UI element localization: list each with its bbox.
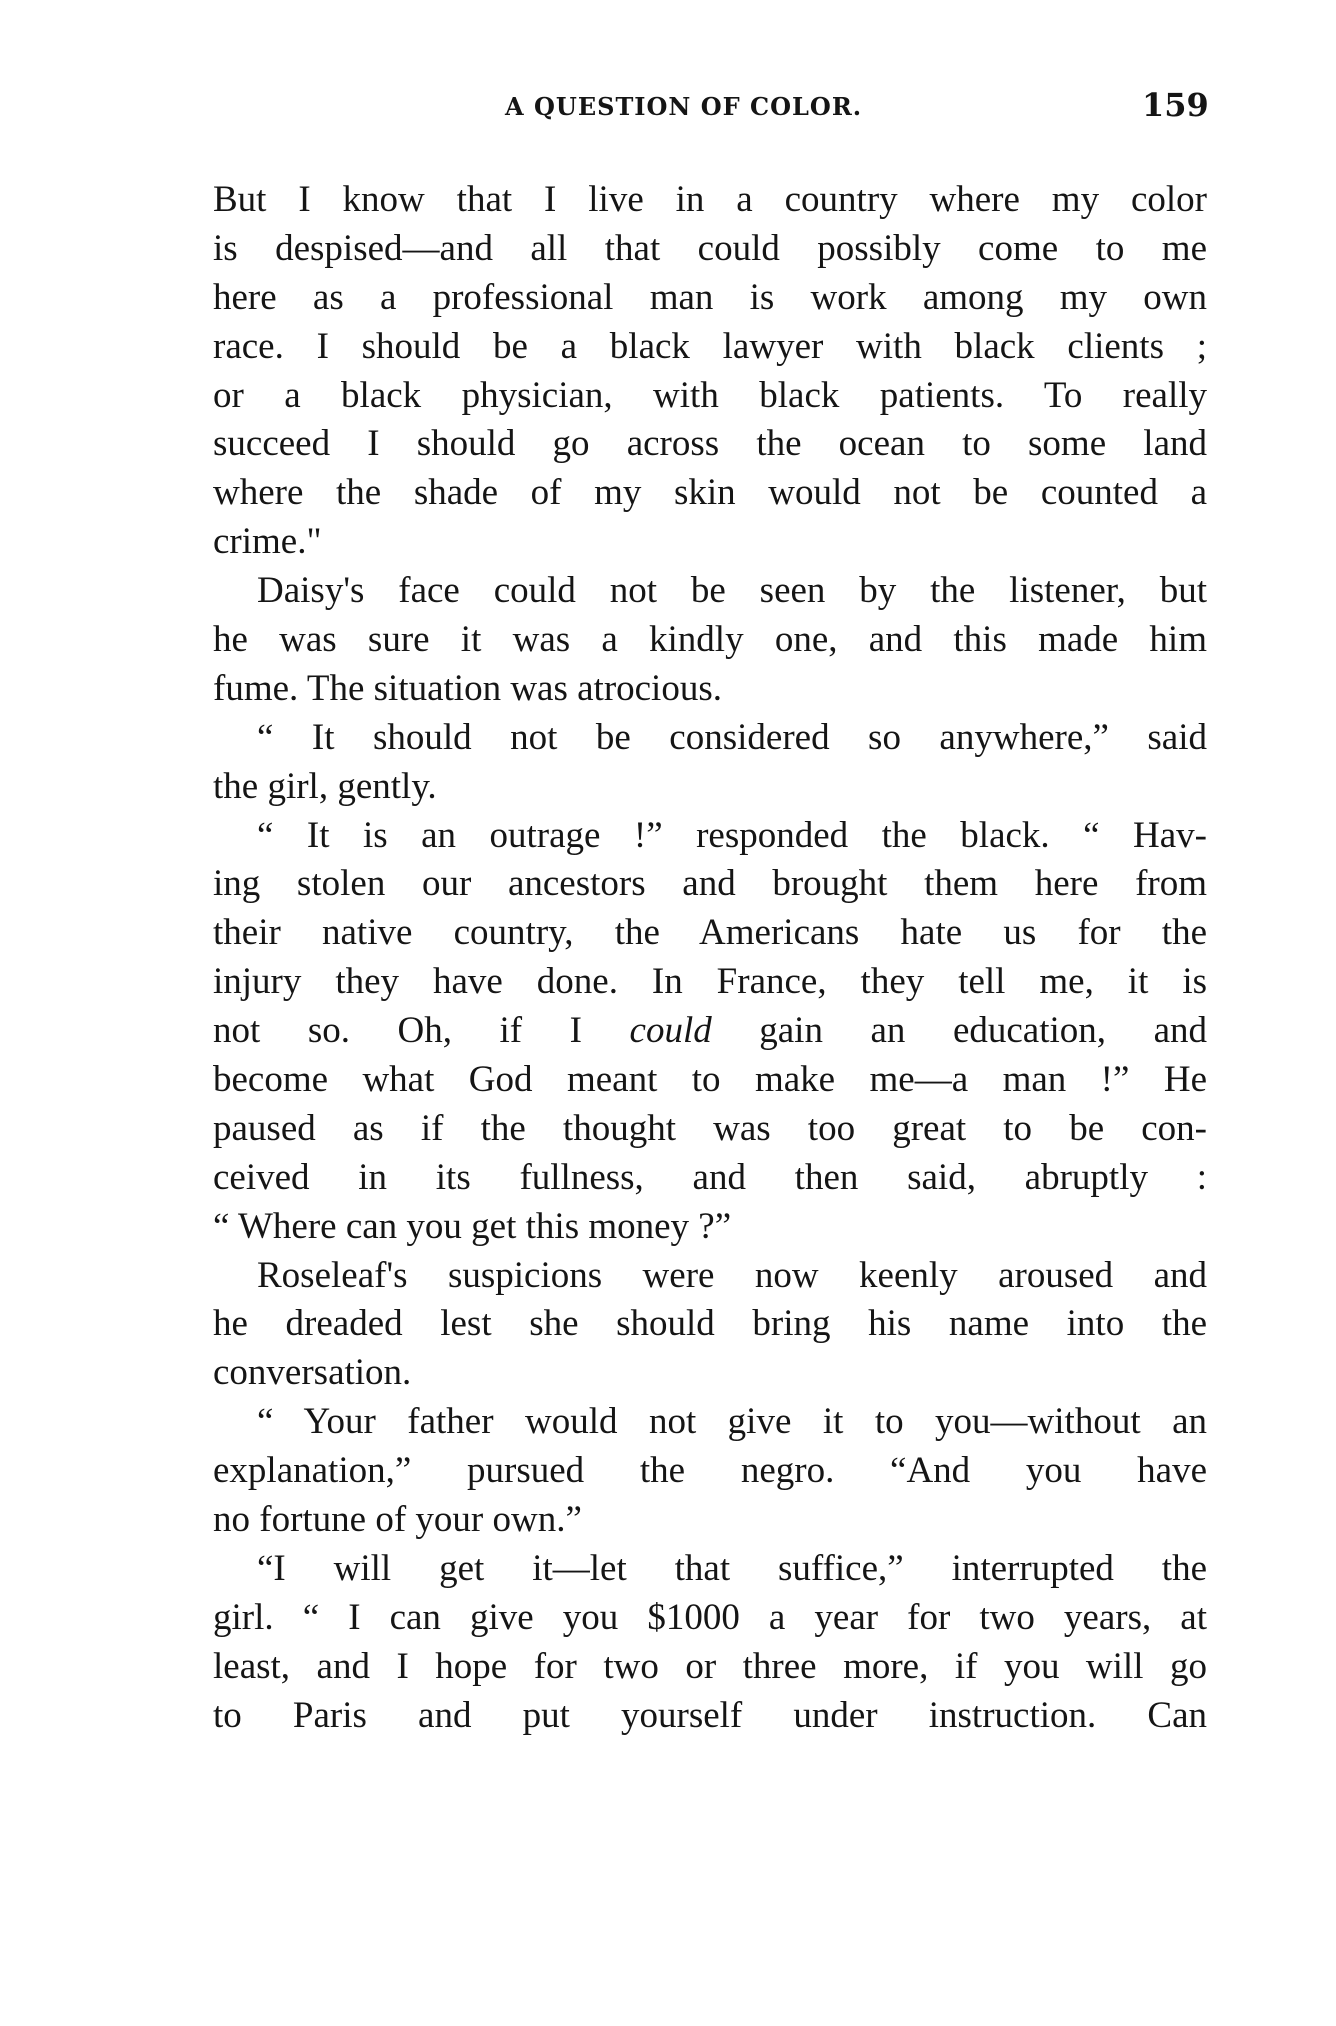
text-line-content [213, 1010, 1207, 1051]
text-line [213, 616, 1207, 665]
text-line [213, 860, 1207, 909]
text-line-content: their native country, the Americans hate us for the [213, 912, 1207, 954]
text-line [213, 909, 1207, 958]
text-line [213, 274, 1207, 323]
text-line-content: least, and I hope for two or three more, if you will go [213, 1645, 1207, 1687]
text-line [213, 1594, 1207, 1643]
text-line [213, 1447, 1207, 1496]
running-title: A QUESTION OF COLOR. [505, 92, 863, 121]
text-line [213, 1252, 1207, 1301]
text-line-content: race. I should be a black lawyer with black clients ; [213, 325, 1207, 367]
text-line-content: “ Where can you get this money ?” [213, 1205, 732, 1247]
text-line [213, 1643, 1207, 1692]
page-number: 159 [1142, 86, 1209, 124]
text-line-content: here as a professional man is work among my own [213, 276, 1207, 318]
text-line [213, 1007, 1207, 1056]
text-line [213, 372, 1207, 421]
text-line [213, 1300, 1207, 1349]
text-line [213, 812, 1207, 861]
text-line [213, 1545, 1207, 1594]
text-line-content: injury they have done. In France, they tell me, it is [213, 961, 1207, 1003]
paragraph [213, 812, 1207, 1252]
text-line [213, 1105, 1207, 1154]
text-line-content: ing stolen our ancestors and brought them here from [213, 863, 1207, 905]
text-line-content: the girl, gently. [213, 765, 437, 807]
text-line [213, 1398, 1207, 1447]
text-line-content: he was sure it was a kindly one, and this made him [213, 619, 1207, 661]
text-segment: gain an education, and [711, 1010, 1207, 1052]
text-line-content: “ It should not be considered so anywhere,” said [257, 716, 1207, 758]
text-line-content: crime." [213, 521, 322, 563]
text-line [213, 1496, 1207, 1545]
text-line-content: “ Your father would not give it to you—without an [257, 1401, 1207, 1443]
text-line [213, 665, 1207, 714]
text-line [213, 1203, 1207, 1252]
text-line-content: become what God meant to make me—a man !” He [213, 1059, 1207, 1101]
text-line-content: conversation. [213, 1352, 412, 1394]
text-line-content: no fortune of your own.” [213, 1499, 582, 1541]
text-line [213, 1154, 1207, 1203]
text-line-content: fume. The situation was atrocious. [213, 667, 722, 709]
text-line [213, 714, 1207, 763]
text-line [213, 567, 1207, 616]
text-line-content: “I will get it—let that suffice,” interrupted the [257, 1547, 1207, 1589]
paragraph [213, 176, 1207, 567]
italic-text: could [629, 1010, 712, 1052]
paragraph [213, 1545, 1207, 1741]
text-line [213, 1692, 1207, 1741]
text-line-content: paused as if the thought was too great to be con- [213, 1107, 1207, 1149]
text-line [213, 518, 1207, 567]
paragraph [213, 1252, 1207, 1399]
text-line-content: But I know that I live in a country where my color [213, 179, 1207, 220]
text-line-content: or a black physician, with black patients. To really [213, 374, 1207, 416]
text-line-content: Daisy's face could not be seen by the listener, but [257, 570, 1207, 612]
text-line [213, 176, 1207, 225]
text-line-content: where the shade of my skin would not be counted a [213, 472, 1207, 514]
paragraph [213, 567, 1207, 714]
body-text [213, 176, 1207, 1741]
text-line [213, 1056, 1207, 1105]
text-line-content: ceived in its fullness, and then said, abruptly : [213, 1156, 1207, 1198]
text-line-content: is despised—and all that could possibly come to me [213, 227, 1207, 269]
text-line-content: Roseleaf's suspicions were now keenly aroused and [257, 1254, 1207, 1296]
text-line-content: succeed I should go across the ocean to some land [213, 423, 1207, 465]
text-line-content: to Paris and put yourself under instruction. Can [213, 1694, 1207, 1736]
text-line [213, 958, 1207, 1007]
text-segment: not so. Oh, if I [213, 1010, 630, 1052]
text-line-content: explanation,” pursued the negro. “And you have [213, 1450, 1207, 1492]
text-line [213, 323, 1207, 372]
text-line [213, 469, 1207, 518]
text-line [213, 763, 1207, 812]
paragraph [213, 714, 1207, 812]
text-line-content: he dreaded lest she should bring his name into the [213, 1303, 1207, 1345]
text-line [213, 420, 1207, 469]
paragraph [213, 1398, 1207, 1545]
text-line [213, 225, 1207, 274]
text-line-content: girl. “ I can give you $1000 a year for two years, at [213, 1596, 1207, 1638]
text-line-content: “ It is an outrage !” responded the black. “ Hav- [257, 814, 1207, 856]
text-line [213, 1349, 1207, 1398]
